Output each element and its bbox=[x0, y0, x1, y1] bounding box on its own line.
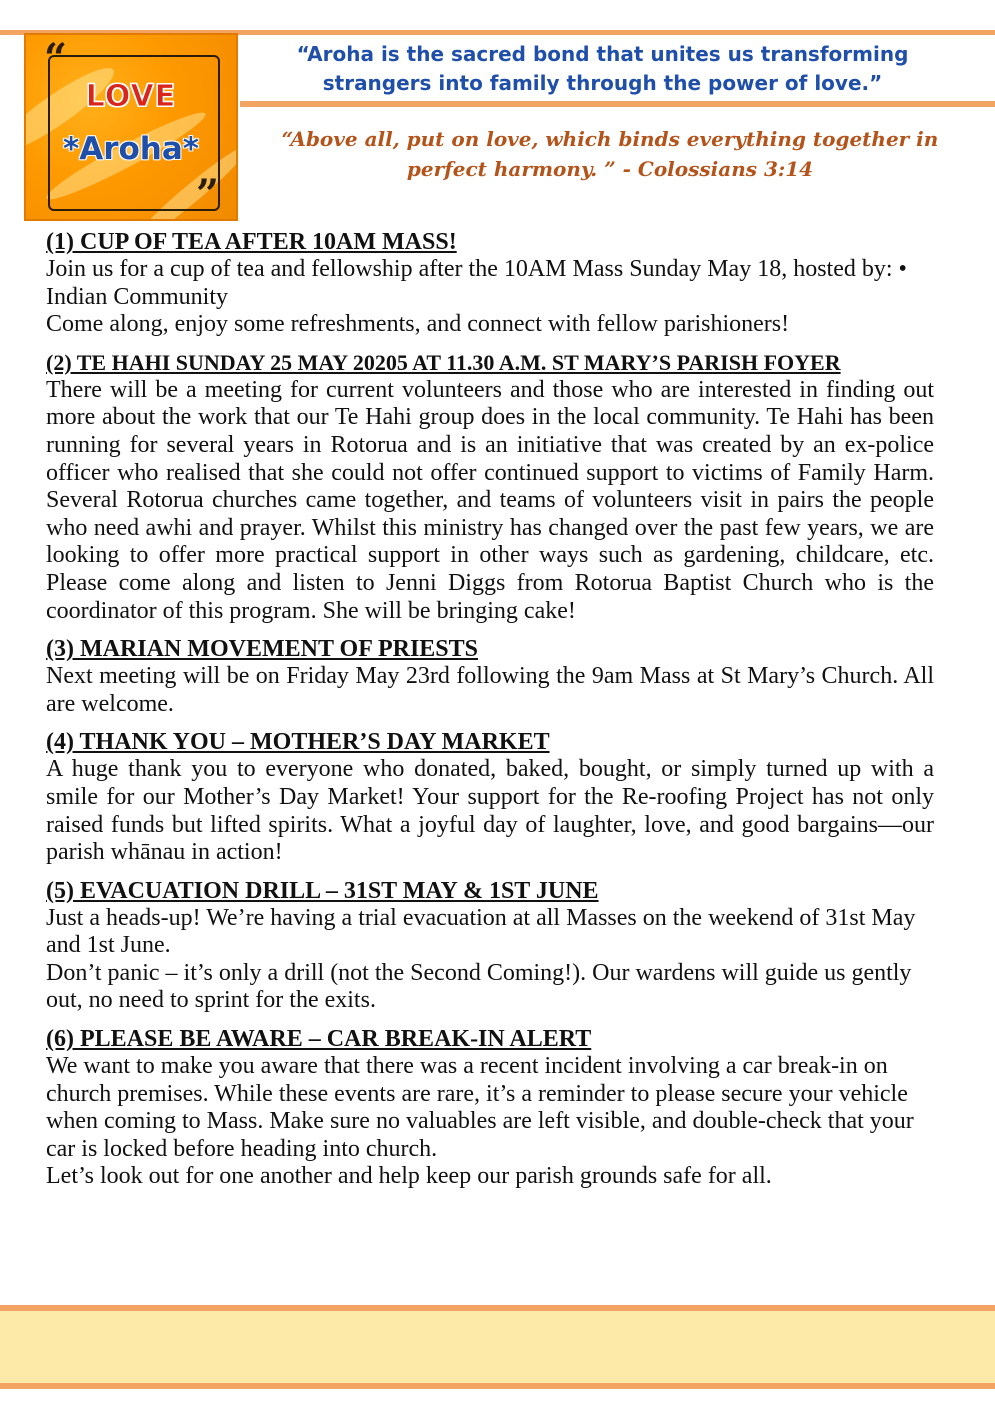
notice-paragraph: Next meeting will be on Friday May 23rd following the 9am Mass at St Mary’s Church. All are welcome. bbox=[46, 663, 934, 717]
notice-heading: (5) EVACUATION DRILL – 31ST MAY & 1ST JUNE bbox=[46, 877, 599, 904]
notice-cup-of-tea bbox=[46, 228, 934, 339]
notice-te-hahi bbox=[46, 349, 934, 625]
close-quote-icon: ” bbox=[196, 171, 220, 218]
open-quote-icon: “ bbox=[44, 35, 68, 82]
notice-paragraph: Join us for a cup of tea and fellowship after the 10AM Mass Sunday May 18, hosted by: • Indian Community bbox=[46, 256, 907, 310]
aroha-quote-line: “Aroha is the sacred bond that unites us transforming bbox=[296, 42, 909, 66]
notice-heading: (1) CUP OF TEA AFTER 10AM MASS! bbox=[46, 229, 457, 255]
scripture-quote-line: perfect harmony. ” - Colossians 3:14 bbox=[406, 157, 814, 181]
notice-thank-you-market bbox=[46, 728, 934, 866]
notice-marian-movement bbox=[46, 635, 934, 718]
notice-car-break-in bbox=[46, 1025, 934, 1191]
notice-paragraph: A huge thank you to everyone who donated, baked, bought, or simply turned up with a smile for our Mother’s Day Market! Your support for the Re-roofing Project has not only raised funds but lifted spirits. What a joyful day of laughter, love, and good bargains—our parish whānau in action! bbox=[46, 756, 934, 866]
aroha-quote bbox=[250, 40, 955, 98]
footer-divider bbox=[0, 1383, 995, 1389]
notice-heading: (3) MARIAN MOVEMENT OF PRIESTS bbox=[46, 636, 479, 663]
scripture-quote bbox=[250, 124, 970, 184]
header-divider bbox=[240, 101, 995, 107]
love-aroha-logo bbox=[24, 33, 238, 221]
notice-heading: (6) PLEASE BE AWARE – CAR BREAK-IN ALERT bbox=[46, 1026, 592, 1053]
notice-paragraph: Don’t panic – it’s only a drill (not the Second Coming!). Our wardens will guide us gently out, no need to sprint for the exits. bbox=[46, 959, 912, 1014]
notice-paragraph: Come along, enjoy some refreshments, and connect with fellow parishioners! bbox=[46, 311, 790, 338]
notice-heading: (2) TE HAHI SUNDAY 25 MAY 20205 AT 11.30 A.M. ST MARY’S PARISH FOYER bbox=[46, 349, 841, 375]
notice-evacuation-drill bbox=[46, 877, 934, 1015]
notice-paragraph: Let’s look out for one another and help keep our parish grounds safe for all. bbox=[46, 1163, 772, 1190]
notice-paragraph: We want to make you aware that there was a recent incident involving a car break-in on church premises. While these events are rare, it’s a reminder to please secure your vehicle when coming to Mass. Make sure no valuables are left visible, and double-check that your car is locked before heading into church. bbox=[46, 1053, 914, 1162]
notice-paragraph: Just a heads-up! We’re having a trial evacuation at all Masses on the weekend of 31st May and 1st June. bbox=[46, 904, 916, 959]
bulletin-content bbox=[46, 228, 934, 1191]
notice-paragraph: There will be a meeting for current volunteers and those who are interested in finding out more about the work that our Te Hahi group does in the local community. Te Hahi has been running for several years in Rotorua and is an initiative that was created by an ex-police officer who realised that she could not offer continued support to victims of Family Harm. Several Rotorua churches came together, and teams of volunteers visit in pairs the people who need awhi and prayer. Whilst this ministry has changed over the past few years, we are looking to offer more practical support in other ways such as gardening, childcare, etc. Please come along and listen to Jenni Diggs from Rotorua Baptist Church who is the coordinator of this program. She will be bringing cake! bbox=[46, 376, 934, 624]
aroha-quote-line: strangers into family through the power of love.” bbox=[322, 71, 883, 95]
scripture-quote-line: “Above all, put on love, which binds everything together in bbox=[281, 127, 939, 151]
footer-band bbox=[0, 1311, 995, 1383]
logo-love-text: LOVE bbox=[85, 79, 177, 114]
notice-heading: (4) THANK YOU – MOTHER’S DAY MARKET bbox=[46, 729, 550, 756]
logo-aroha-text: *Aroha* bbox=[63, 131, 199, 167]
